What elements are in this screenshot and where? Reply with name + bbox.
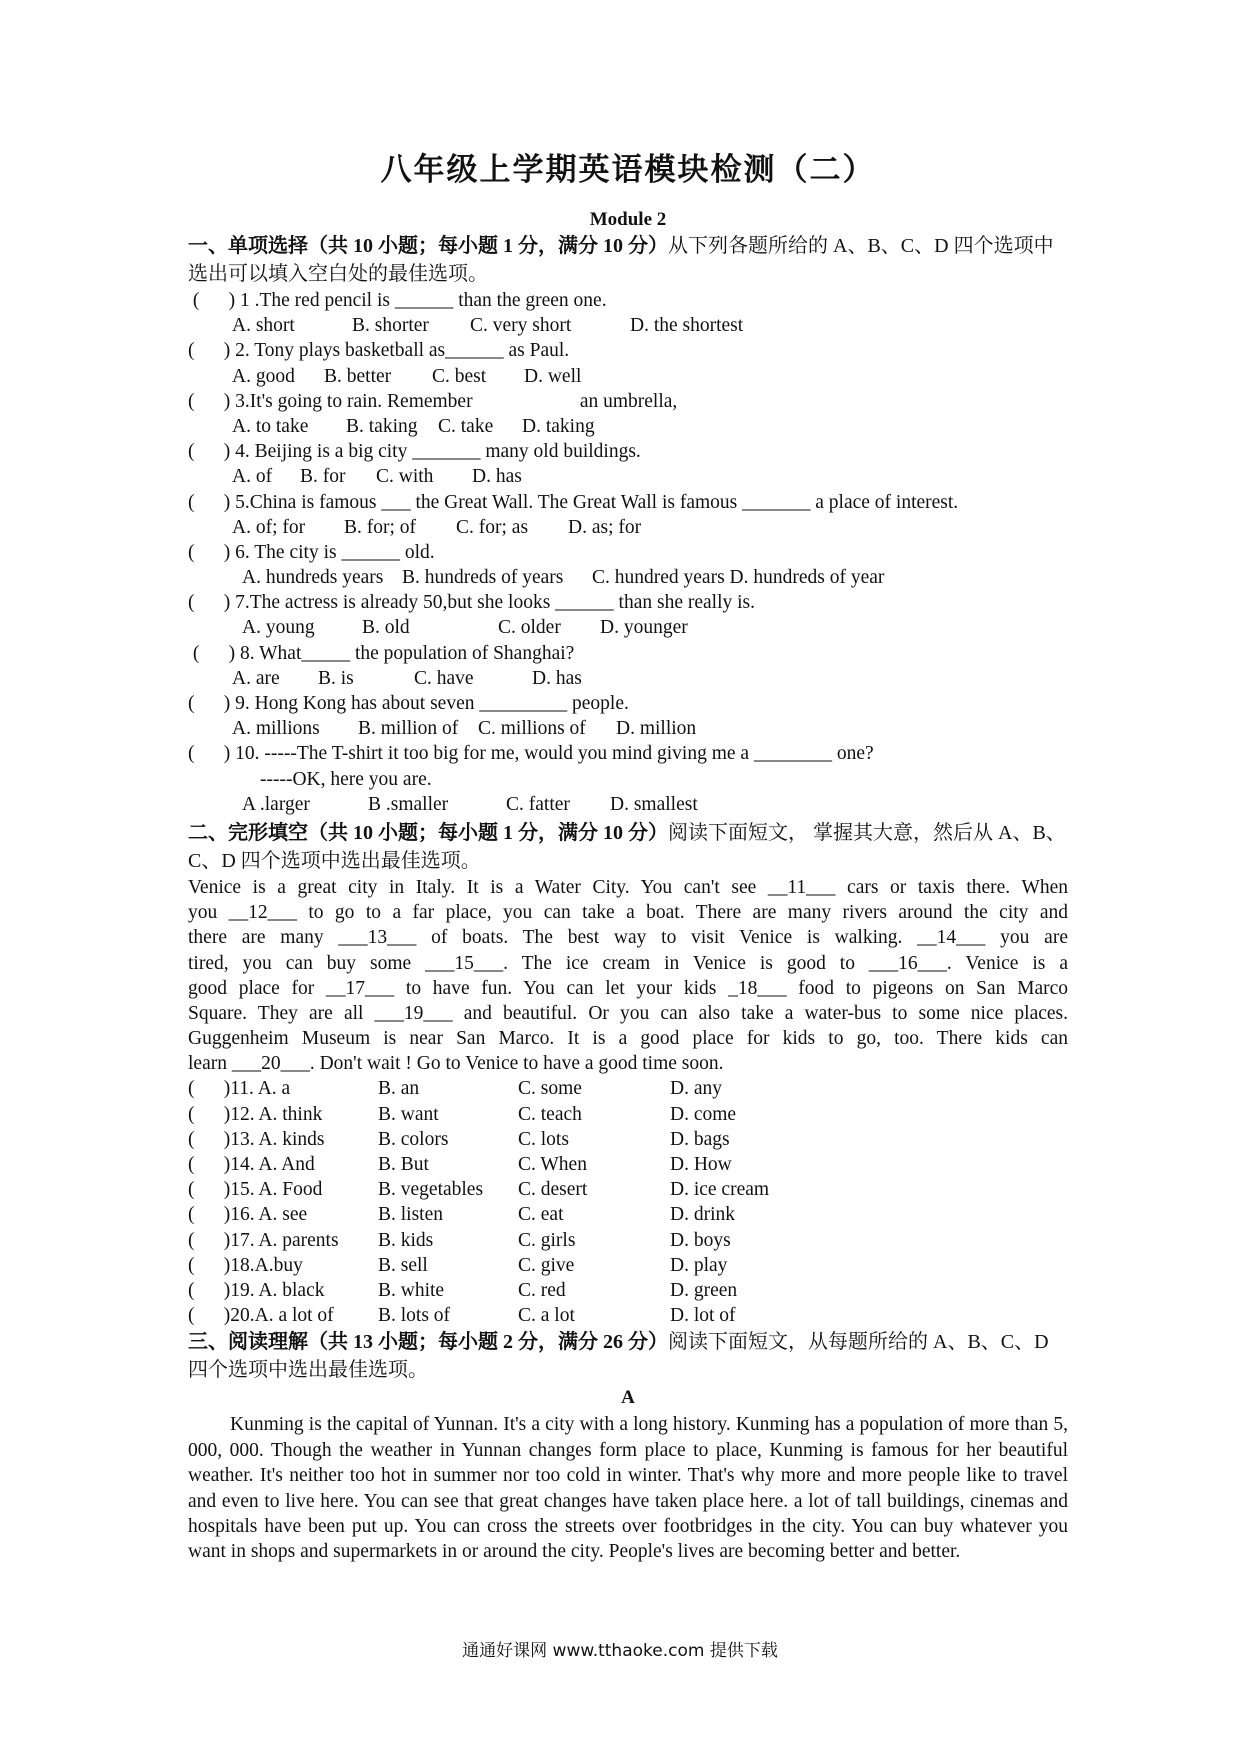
passage-line: Venice is a great city in Italy. It is a Water City. You can't see __11___ cars or taxis there. When bbox=[188, 876, 1068, 898]
section1-heading-text: 从下列各题所给的 A、B、C、D 四个选项中选出可以填入空白处的最佳选项。 bbox=[188, 235, 1054, 285]
page-title: 八年级上学期英语模块检测（二） bbox=[380, 152, 876, 187]
cloze-option: B. white bbox=[378, 1279, 445, 1301]
option-choice: C. take bbox=[438, 415, 494, 437]
option-choice: A. millions bbox=[232, 718, 320, 740]
option-choice: C. millions of bbox=[478, 718, 586, 740]
cloze-option: D. come bbox=[670, 1103, 737, 1125]
cloze-option: C. some bbox=[518, 1078, 582, 1100]
option-choice: B. better bbox=[324, 365, 392, 387]
cloze-option: D. How bbox=[670, 1154, 732, 1175]
question-stem: ( ) 3.It's going to rain. Remember an umbrella, bbox=[188, 390, 678, 412]
question-options bbox=[188, 615, 1068, 640]
question-options bbox=[188, 666, 1068, 691]
cloze-option: C. desert bbox=[518, 1179, 588, 1201]
cloze-option: B. an bbox=[378, 1078, 420, 1100]
section2-heading-text: 阅读下面短文， 掌握其大意，然后从 A、B、C、D 四个选项中选出最佳选项。 bbox=[188, 821, 1066, 872]
question-options bbox=[188, 716, 1068, 741]
module-label: Module 2 bbox=[589, 209, 667, 230]
cloze-item-row bbox=[188, 1177, 1068, 1202]
cloze-option: C. red bbox=[518, 1279, 566, 1301]
question-options bbox=[188, 414, 1068, 439]
question-options bbox=[188, 364, 1068, 389]
option-choice: D. younger bbox=[600, 617, 688, 639]
cloze-item-number: ( )11. A. a bbox=[188, 1078, 291, 1100]
option-choice: A. short bbox=[232, 315, 295, 337]
option-choice: B. million of bbox=[358, 718, 459, 740]
cloze-item-row bbox=[188, 1303, 1068, 1328]
option-choice: C. older bbox=[498, 617, 561, 639]
section1-heading bbox=[188, 232, 1068, 288]
cloze-option: C. lots bbox=[518, 1128, 569, 1150]
question-options bbox=[188, 767, 1068, 792]
option-choice: A. are bbox=[232, 667, 280, 689]
question-stem: ( ) 9. Hong Kong has about seven _________ people. bbox=[188, 693, 629, 714]
option-choice: B. for; of bbox=[344, 516, 417, 538]
question-stem: ( ) 2. Tony plays basketball as______ as Paul. bbox=[188, 340, 570, 362]
option-choice: D. million bbox=[616, 718, 697, 740]
option-choice: B. for bbox=[300, 466, 346, 488]
option-choice: A. of; for bbox=[232, 516, 306, 538]
cloze-item-row bbox=[188, 1202, 1068, 1227]
option-choice: D. has bbox=[472, 466, 522, 488]
question-stem: ( ) 7.The actress is already 50,but she looks ______ than she really is. bbox=[188, 592, 755, 614]
passage-line: you __12___ to go to a far place, you can take a boat. There are many rivers around the city and bbox=[188, 902, 1068, 924]
option-choice: C. hundred years D. hundreds of year bbox=[592, 567, 885, 589]
cloze-option: C. When bbox=[518, 1154, 587, 1175]
question-options bbox=[188, 313, 1068, 338]
question-stem: ( ) 4. Beijing is a big city _______ many old buildings. bbox=[188, 441, 641, 463]
passage-line: Square. They are all ___19___ and beautiful. Or you can also take a water-bus to some nice places. bbox=[188, 1002, 1068, 1024]
question-stem: ( ) 1 .The red pencil is ______ than the green one. bbox=[188, 290, 607, 311]
cloze-option: D. lot of bbox=[670, 1305, 736, 1327]
cloze-option: D. drink bbox=[670, 1204, 735, 1226]
option-choice: D. taking bbox=[522, 415, 595, 437]
question-stem: ( ) 8. What_____ the population of Shanghai? bbox=[188, 642, 575, 664]
question-stem: ( ) 6. The city is ______ old. bbox=[188, 541, 435, 563]
section3-heading-text: 阅读下面短文，从每题所给的 A、B、C、D 四个选项中选出最佳选项。 bbox=[188, 1331, 1049, 1382]
question-options bbox=[188, 565, 1068, 590]
cloze-item-row bbox=[188, 1253, 1068, 1278]
option-choice: A. young bbox=[242, 617, 315, 639]
cloze-option: B. vegetables bbox=[378, 1179, 484, 1201]
cloze-passage bbox=[188, 875, 1068, 1077]
cloze-item-row bbox=[188, 1127, 1068, 1152]
cloze-option: D. boys bbox=[670, 1229, 731, 1251]
section1-questions bbox=[188, 288, 1068, 817]
section3-heading-bold: 三、阅读理解（共 13 小题；每小题 2 分，满分 26 分） bbox=[188, 1331, 668, 1354]
section1-heading-bold: 一、单项选择（共 10 小题；每小题 1 分，满分 10 分） bbox=[188, 235, 668, 257]
cloze-item-number: ( )19. A. black bbox=[188, 1279, 325, 1301]
cloze-item-row bbox=[188, 1152, 1068, 1177]
question-options bbox=[188, 792, 1068, 817]
section2-heading-bold: 二、完形填空（共 10 小题；每小题 1 分，满分 10 分） bbox=[188, 821, 668, 844]
option-choice: B. hundreds of years bbox=[402, 567, 564, 589]
cloze-option: C. a lot bbox=[518, 1305, 575, 1327]
option-choice: D. well bbox=[524, 365, 582, 387]
option-choice: D. the shortest bbox=[630, 315, 744, 337]
passage-line: good place for __17___ to have fun. You can let your kids _18___ food to pigeons on San Marco bbox=[188, 977, 1068, 999]
option-choice: -----OK, here you are. bbox=[260, 768, 432, 790]
cloze-option: D. green bbox=[670, 1279, 738, 1301]
option-choice: D. as; for bbox=[568, 516, 642, 538]
option-choice: C. for; as bbox=[456, 516, 529, 538]
cloze-option: B. listen bbox=[378, 1204, 444, 1226]
question-stem: ( ) 5.China is famous ___ the Great Wall. The Great Wall is famous _______ a place of interest. bbox=[188, 491, 959, 513]
option-choice: C. very short bbox=[470, 315, 572, 337]
question-options bbox=[188, 464, 1068, 489]
option-choice: D. smallest bbox=[610, 793, 698, 815]
option-choice: B. is bbox=[318, 667, 354, 689]
footer-credit: 通通好课网 www.tthaoke.com 提供下载 bbox=[462, 1641, 778, 1661]
cloze-option: B. want bbox=[378, 1103, 439, 1125]
cloze-option: D. any bbox=[670, 1078, 722, 1100]
cloze-item-number: ( )18.A.buy bbox=[188, 1254, 303, 1276]
exam-page bbox=[188, 150, 1068, 1565]
cloze-item-number: ( )13. A. kinds bbox=[188, 1128, 325, 1150]
cloze-option: B. kids bbox=[378, 1229, 434, 1251]
cloze-items bbox=[188, 1076, 1068, 1328]
cloze-item-row bbox=[188, 1228, 1068, 1253]
passage-line: learn ___20___. Don't wait ! Go to Venice to have a good time soon. bbox=[188, 1053, 724, 1075]
reading-passage-a: Kunming is the capital of Yunnan. It's a city with a long history. Kunming has a population of more than 5, 000, 000. Though the weather in Yunnan changes form place to place, Kunming is famous for her beautiful weather. It's neither too hot in summer nor too cold in winter. That's why more and more people like to travel and even to live here. You can see that great changes have taken place here. a lot of tall buildings, cinemas and hospitals have been put up. You can cross the streets over footbridges in the city. You can buy whatever you want in shops and supermarkets in or around the city. People's lives are becoming better and better. bbox=[188, 1414, 1068, 1563]
option-choice: A. good bbox=[232, 365, 295, 387]
question-stem: ( ) 10. -----The T-shirt it too big for me, would you mind giving me a ________ one? bbox=[188, 743, 874, 765]
cloze-item-number: ( )12. A. think bbox=[188, 1103, 323, 1125]
option-choice: C. have bbox=[414, 667, 474, 689]
cloze-item-number: ( )16. A. see bbox=[188, 1204, 308, 1226]
option-choice: A. hundreds years bbox=[242, 567, 384, 589]
option-choice: D. has bbox=[532, 667, 582, 689]
option-choice: C. with bbox=[376, 466, 434, 488]
cloze-option: B. But bbox=[378, 1154, 429, 1175]
option-choice: C. fatter bbox=[506, 793, 570, 815]
cloze-item-number: ( )14. A. And bbox=[188, 1154, 315, 1175]
passage-line: Guggenheim Museum is near San Marco. It is a good place for kids to go, too. There kids can bbox=[188, 1028, 1068, 1050]
passage-line: tired, you can buy some ___15___. The ice cream in Venice is good to ___16___. Venice is a bbox=[188, 952, 1068, 974]
cloze-item-row bbox=[188, 1102, 1068, 1127]
cloze-item-row bbox=[188, 1076, 1068, 1101]
option-choice: A. to take bbox=[232, 415, 309, 437]
option-choice: B .smaller bbox=[368, 793, 449, 815]
option-choice: A. of bbox=[232, 466, 273, 488]
cloze-option: C. eat bbox=[518, 1204, 564, 1226]
cloze-item-row bbox=[188, 1278, 1068, 1303]
passage-line: there are many ___13___ of boats. The best way to visit Venice is walking. __14___ you are bbox=[188, 927, 1068, 949]
cloze-option: B. lots of bbox=[378, 1305, 451, 1327]
cloze-option: B. colors bbox=[378, 1128, 449, 1150]
option-choice: A .larger bbox=[242, 793, 310, 815]
cloze-option: C. give bbox=[518, 1254, 575, 1276]
section3-heading bbox=[188, 1328, 1068, 1384]
cloze-option: C. girls bbox=[518, 1229, 576, 1251]
section2-heading bbox=[188, 819, 1068, 875]
reading-part-label: A bbox=[621, 1387, 635, 1409]
option-choice: C. best bbox=[432, 365, 487, 387]
cloze-item-number: ( )17. A. parents bbox=[188, 1229, 339, 1251]
option-choice: B. shorter bbox=[352, 315, 429, 337]
cloze-option: D. play bbox=[670, 1254, 728, 1276]
cloze-item-number: ( )15. A. Food bbox=[188, 1179, 323, 1201]
cloze-option: D. ice cream bbox=[670, 1179, 770, 1201]
cloze-option: B. sell bbox=[378, 1254, 428, 1276]
option-choice: B. taking bbox=[346, 415, 418, 437]
cloze-item-number: ( )20.A. a lot of bbox=[188, 1305, 334, 1327]
cloze-option: D. bags bbox=[670, 1128, 730, 1150]
option-choice: B. old bbox=[362, 617, 410, 639]
question-options bbox=[188, 515, 1068, 540]
cloze-option: C. teach bbox=[518, 1103, 582, 1125]
